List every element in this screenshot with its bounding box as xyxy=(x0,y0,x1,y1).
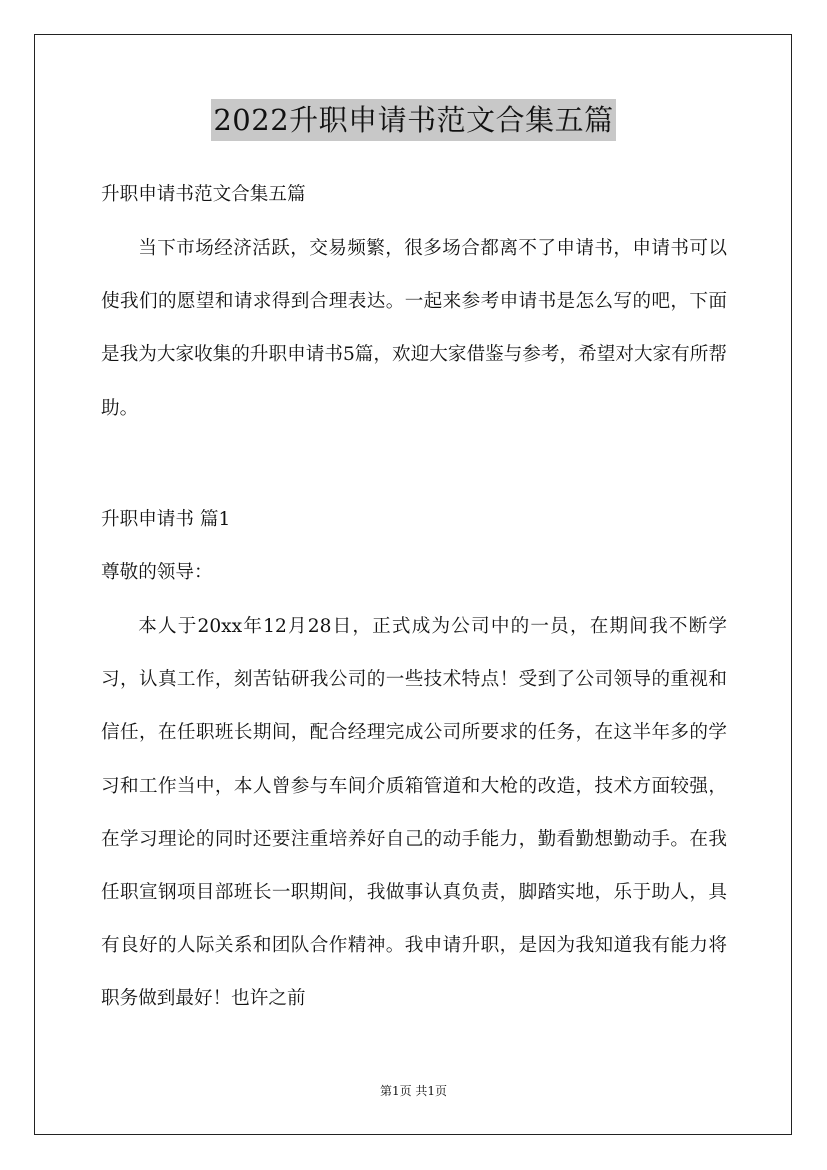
title-container xyxy=(0,99,827,141)
section-heading: 升职申请书 篇1 xyxy=(101,509,231,530)
document-title: 2022升职申请书范文合集五篇 xyxy=(211,99,615,141)
document-subtitle: 升职申请书范文合集五篇 xyxy=(101,184,306,205)
salutation: 尊敬的领导： xyxy=(101,562,213,583)
intro-paragraph: 当下市场经济活跃，交易频繁，很多场合都离不了申请书，申请书可以使我们的愿望和请求得到合理表达。一起来参考申请书是怎么写的吧，下面是我为大家收集的升职申请书5篇，欢迎大家借鉴与参考，希望对大家有所帮助。 xyxy=(101,238,727,419)
page-footer: 第1页 共1页 xyxy=(379,1084,448,1098)
body-paragraph: 本人于20xx年12月28日，正式成为公司中的一员，在期间我不断学习，认真工作，刻苦钻研我公司的一些技术特点！受到了公司领导的重视和信任，在任职班长期间，配合经理完成公司所要求的任务，在这半年多的学习和工作当中，本人曾参与车间介质箱管道和大枪的改造，技术方面较强，在学习理论的同时还要注重培养好自己的动手能力，勤看勤想勤动手。在我任职宣钢项目部班长一职期间，我做事认真负责，脚踏实地，乐于助人，具有良好的人际关系和团队合作精神。我申请升职，是因为我知道我有能力将职务做到最好！也许之前 xyxy=(101,616,727,1010)
